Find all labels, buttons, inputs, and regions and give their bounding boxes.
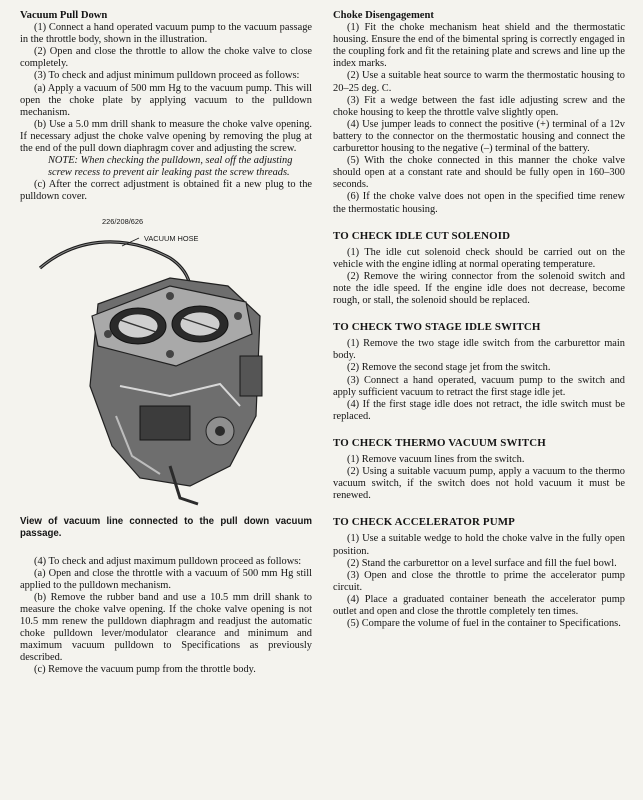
twostage-step-2: (2) Remove the second stage jet from the switch.	[347, 362, 551, 374]
pulldown-note: NOTE: When checking the pulldown, seal off the adjusting screw recess to prevent air leaking past the screw threads.	[48, 155, 293, 179]
choke-step-4: (4) Use jumper leads to connect the positive (+) terminal of a 12v battery to the connector on the thermostatic housing and connect the carburettor housing to the negative (–) terminal of the battery.	[333, 118, 625, 155]
twostage-step-3: (3) Connect a hand operated, vacuum pump to the switch and apply sufficient vacuum to retract the first stage idle jet.	[333, 374, 625, 398]
choke-step-1: (1) Fit the choke mechanism heat shield and the thermostatic housing. Ensure the end of the bimental spring is correctly engaged in the coupling fork and fit the retaining plate and screws and line up the index marks.	[333, 22, 625, 70]
accel-step-1: (1) Use a suitable wedge to hold the choke valve in the fully open position.	[333, 533, 625, 557]
accel-step-4: (4) Place a graduated container beneath the accelerator pump outlet and open and close the throttle completely ten times.	[333, 593, 625, 618]
vacuum-step-3a: (a) Apply a vacuum of 500 mm Hg to the vacuum pump. This will open the choke plate by applying vacuum to the pulldown mechanism.	[20, 82, 312, 118]
accelerator-pump-heading: TO CHECK ACCELERATOR PUMP	[333, 516, 515, 529]
vacuum-step-4a: (a) Open and close the throttle with a vacuum of 500 mm Hg still applied to the pulldown mechanism.	[20, 567, 312, 591]
two-stage-idle-switch-heading: TO CHECK TWO STAGE IDLE SWITCH	[333, 321, 541, 334]
thermo-vacuum-switch-heading: TO CHECK THERMO VACUUM SWITCH	[333, 436, 546, 449]
vacuum-step-3b: (b) Use a 5.0 mm drill shank to measure the choke valve opening. If necessary adjust the choke valve opening by removing the plug at the end of the pull down diaphragm cover and adjusting the screw.	[20, 118, 312, 155]
figure-code: 226/208/626	[102, 216, 144, 226]
right-column	[333, 10, 625, 630]
vacuum-step-1: (1) Connect a hand operated vacuum pump to the vacuum passage in the throttle body, shown in the illustration.	[20, 22, 312, 46]
choke-step-6: (6) If the choke valve does not open in the specified time renew the thermostatic housing.	[333, 191, 625, 215]
vacuum-hose-label: VACUUM HOSE	[144, 233, 199, 243]
accel-step-5: (5) Compare the volume of fuel in the container to Specifications.	[347, 618, 621, 630]
thermo-step-2: (2) Using a suitable vacuum pump, apply a vacuum to the thermo vacuum switch, if the switch does not hold vacuum it must be renewed.	[333, 466, 625, 502]
vacuum-step-3: (3) To check and adjust minimum pulldown proceed as follows:	[34, 70, 300, 82]
idle-cut-solenoid-heading: TO CHECK IDLE CUT SOLENOID	[333, 229, 511, 242]
vacuum-step-4b: (b) Remove the rubber band and use a 10.5 mm drill shank to measure the choke valve opening. If the choke valve opening is not 10.5 mm renew the pulldown diaphragm and readjust the automatic choke pulldown lever/modulator clearance and minimum and maximum vacuum pulldown to Specifications as previously described.	[20, 591, 312, 664]
left-column	[20, 10, 312, 676]
accel-step-2: (2) Stand the carburettor on a level surface and fill the fuel bowl.	[347, 557, 617, 569]
thermo-step-1: (1) Remove vacuum lines from the switch.	[347, 454, 525, 465]
twostage-step-1: (1) Remove the two stage idle switch from the carburettor main body.	[333, 338, 625, 362]
vacuum-step-4c: (c) Remove the vacuum pump from the throttle body.	[34, 664, 256, 676]
idle-step-1: (1) The idle cut solenoid check should be carried out on the vehicle with the engine idling at normal operating temperature.	[333, 246, 625, 270]
choke-disengagement-heading: Choke Disengagement	[333, 10, 434, 21]
carburettor-illustration	[20, 216, 312, 516]
vacuum-pull-down-heading: Vacuum Pull Down	[20, 10, 108, 21]
choke-step-3: (3) Fit a wedge between the fast idle adjusting screw and the choke housing to keep the throttle valve slightly open.	[333, 94, 625, 118]
vacuum-step-3c: (c) After the correct adjustment is obtained fit a new plug to the pulldown cover.	[20, 179, 312, 203]
choke-step-5: (5) With the choke connected in this manner the choke valve should open at a constant rate and should be fully open in 160–300 seconds.	[333, 155, 625, 191]
idle-step-2: (2) Remove the wiring connector from the solenoid switch and note the idle speed. If the engine idle does not decrease, become rough, or stall, the solenoid should be replaced.	[333, 270, 625, 307]
vacuum-step-4: (4) To check and adjust maximum pulldown proceed as follows:	[34, 555, 302, 567]
carburettor-figure	[20, 216, 312, 516]
figure-caption: View of vacuum line connected to the pull down vacuum passage.	[20, 515, 312, 539]
twostage-step-4: (4) If the first stage idle does not retract, the idle switch must be replaced.	[333, 398, 625, 422]
vacuum-step-2: (2) Open and close the throttle to allow the choke valve to close completely.	[20, 46, 312, 70]
accel-step-3: (3) Open and close the throttle to prime the accelerator pump circuit.	[333, 569, 625, 593]
choke-step-2: (2) Use a suitable heat source to warm the thermostatic housing to 20–25 deg. C.	[333, 70, 625, 94]
